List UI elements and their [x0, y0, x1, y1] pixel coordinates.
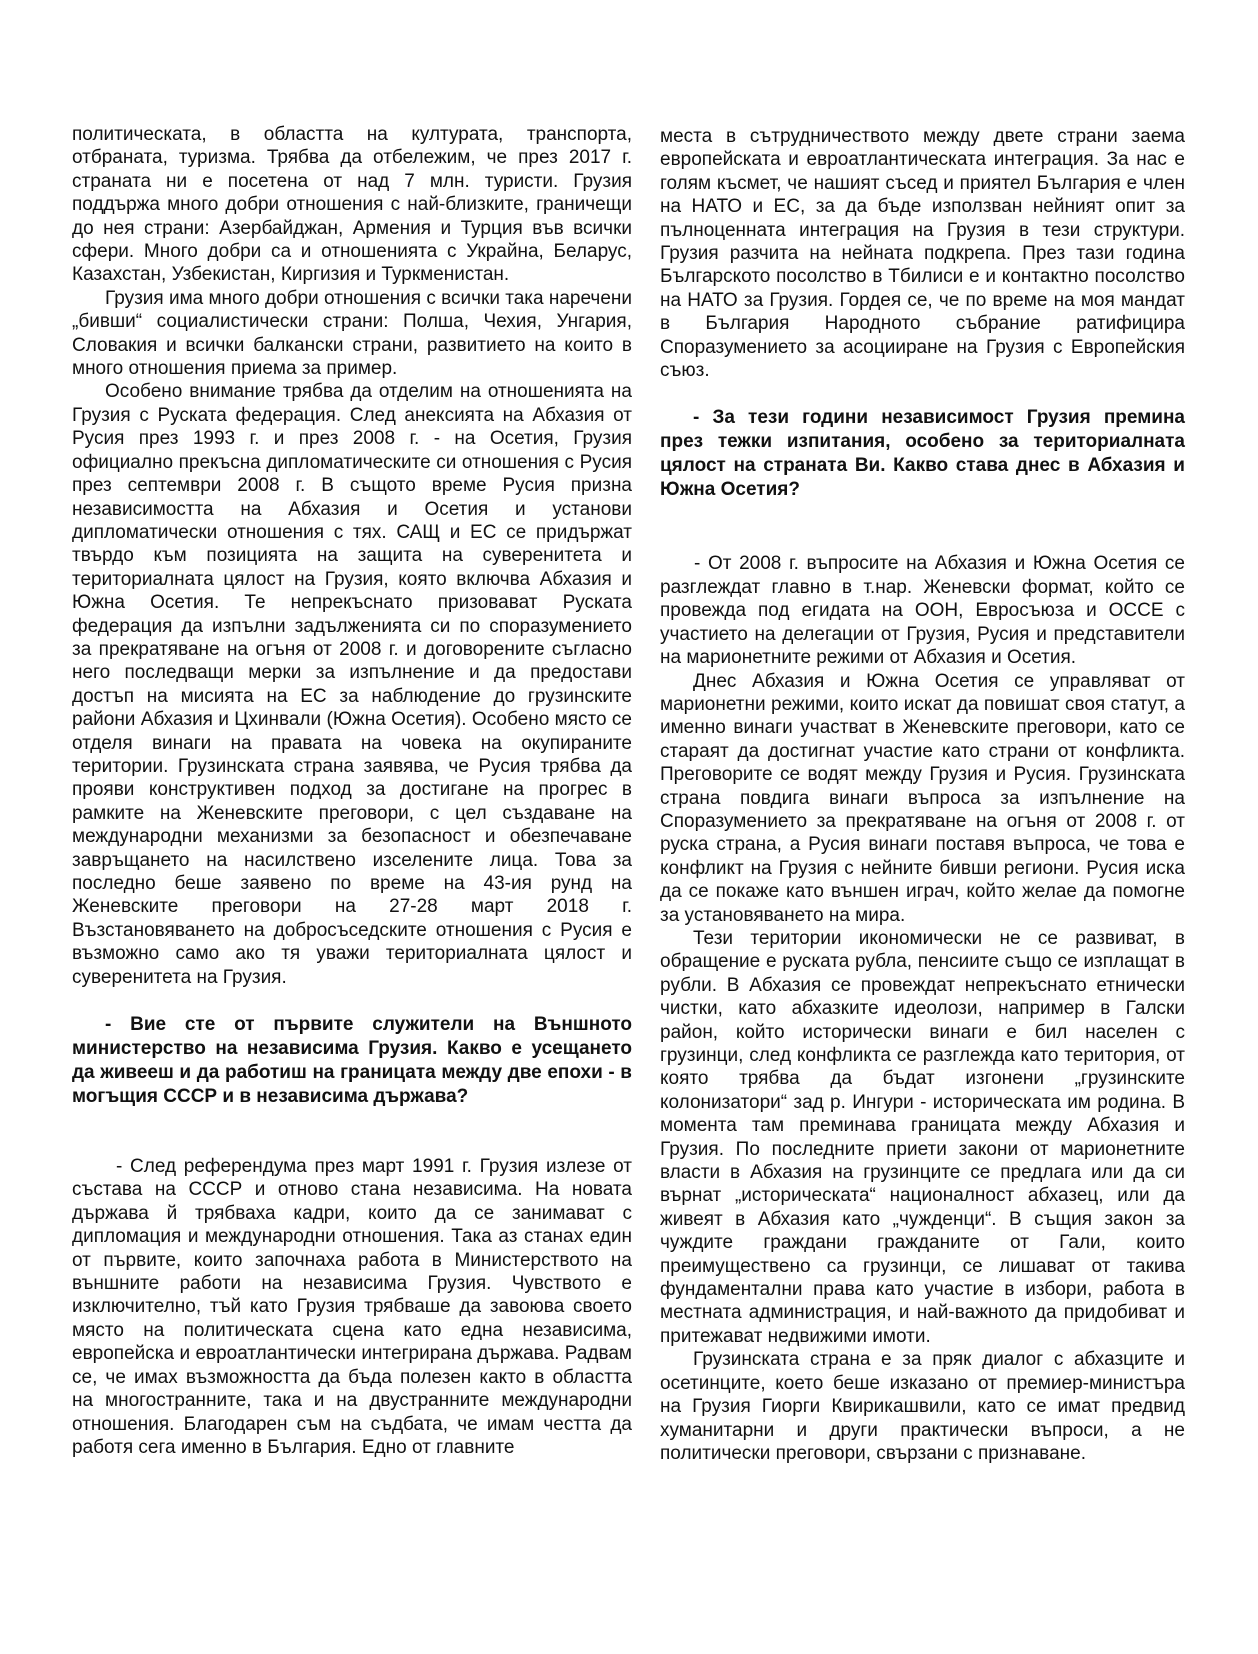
- interview-question-1: - Вие сте от първите служители на Външното министерство на независима Грузия. Какво е усещането да живееш и да работиш на границата между две епохи - в могъщия СССР и в независима държава?: [72, 1014, 632, 1108]
- left-paragraph-2: Грузия има много добри отношения с всички така наречени „бивши“ социалистически страни: Полша, Чехия, Унгария, Словакия и всички балкански страни, развитието на които в много отношения приема за пример.: [72, 287, 632, 380]
- interview-question-2: - За тези години независимост Грузия премина през тежки изпитания, особено за териториалната цялост на страната Ви. Какво става днес в Абхазия и Южна Осетия?: [660, 407, 1185, 501]
- right-paragraph-4: Тези територии икономически не се развиват, в обращение е руската рубла, пенсиите също се изплащат в рубли. В Абхазия се провеждат непрекъснато етнически чистки, като абхазките идеолози, например в Галски район, който исторически винаги е бил населен с грузинци, след конфликта се разглежда като територия, от която трябва да бъдат изгонени „грузинските колонизатори“ зад р. Ингури - историческата им родина. В момента там преминава границата между Абхазия и Грузия. По последните приети закони от марионетните власти в Абхазия на грузинците се предлага или да си върнат „историческата“ националност абхазец, или да живеят в Абхазия като „чужденци“. В същия закон за чуждите граждани гражданите от Гали, които преимуществено са грузинци, се лишават от такива фундаментални права като участие в избори, работа в местната администрация, и най-важното да придобиват и притежават недвижими имоти.: [660, 927, 1185, 1347]
- right-paragraph-1: места в сътрудничеството между двете страни заема европейската и евроатлантическата интеграция. За нас е голям късмет, че нашият съсед и приятел България е член на НАТО и ЕС, за да бъде използван нейният опит за пълноценната интеграция на Грузия в тези структури. Грузия разчита на нейната подкрепа. През тази година Българското посолство в Тбилиси е и контактно посолство на НАТО за Грузия. Гордея се, че по време на моя мандат в България Народното събрание ратифицира Споразумението за асоцииране на Грузия с Европейския съюз.: [660, 126, 1185, 382]
- right-answer-paragraph-1: - От 2008 г. въпросите на Абхазия и Южна Осетия се разглеждат главно в т.нар. Женевски формат, който се провежда под егидата на ООН, Евросъюза и ОССЕ с участието на делегации от Грузия, Русия и представители на марионетните режими от Абхазия и Осетия.: [660, 553, 1185, 669]
- left-paragraph-3: Особено внимание трябва да отделим на отношенията на Грузия с Руската федерация. След анексията на Абхазия от Русия през 1993 г. и през 2008 г. - на Осетия, Грузия официално прекъсна дипломатическите си отношения с Русия през септември 2008 г. В същото време Русия призна независимостта на Абхазия и Осетия и установи дипломатически отношения с тях. САЩ и ЕС се придържат твърдо към позицията на защита на суверенитета и териториалната цялост на Грузия, която включва Абхазия и Южна Осетия. Те непрекъснато призовават Руската федерация да изпълни задълженията си по споразумението за прекратяване на огъня от 2008 г. и договорените съгласно него последващи мерки за изпълнение и да предостави достъп на мисията на ЕС за наблюдение до грузинските райони Абхазия и Цхинвали (Южна Осетия). Особено място се отделя винаги на правата на човека на окупираните територии. Грузинската страна заявява, че Русия трябва да прояви конструктивен подход за достигане на прогрес в рамките на Женевските преговори, с цел създаване на международни механизми за безопасност и обезпечаване завръщането на насилствено изселените лица. Това за последно беше заявено по време на 43-ия рунд на Женевските преговори на 27-28 март 2018 г. Възстановяването на добросъседските отношения с Русия е възможно само ако тя уважи териториалната цялост и суверенитета на Грузия.: [72, 381, 632, 988]
- right-paragraph-5: Грузинската страна е за пряк диалог с абхазците и осетинците, което беше изказано от премиер-министъра на Грузия Гиорги Квирикашвили, като се имат предвид хуманитарни и други практически въпроси, а не политически преговори, свързани с признаване.: [660, 1349, 1185, 1464]
- left-answer-paragraph: - След референдума през март 1991 г. Грузия излезе от състава на СССР и отново стана независима. На новата държава й трябваха кадри, които да се занимават с дипломация и международни отношения. Така аз станах един от първите, които започнаха работа в Министерството на външните работи на независима Грузия. Чувството е изключително, тъй като Грузия трябваше да завоюва своето място на политическата сцена като една независима, европейска и евроатлантически интегрирана държава. Радвам се, че имах възможността да бъда полезен както в областта на многостранните, така и на двустранните международни отношения. Благодарен съм на съдбата, че имам честта да работя сега именно в България. Едно от главните: [72, 1156, 632, 1458]
- right-column: [660, 125, 1185, 1465]
- left-paragraph-1: политическата, в областта на културата, транспорта, отбраната, туризма. Трябва да отбележим, че през 2017 г. страната ни е посетена от над 7 млн. туристи. Грузия поддържа много добри отношения с най-близките, граничещи до нея страни: Азербайджан, Армения и Турция във всички сфери. Много добри са и отношенията с Украйна, Беларус, Казахстан, Узбекистан, Киргизия и Туркменистан.: [72, 124, 632, 286]
- left-column: [72, 123, 632, 1459]
- right-paragraph-3: Днес Абхазия и Южна Осетия се управляват от марионетни режими, които искат да повишат своя статут, а именно винаги участват в Женевските преговори, като се стараят да достигнат участие като страни от конфликта. Преговорите се водят между Грузия и Русия. Грузинската страна повдига винаги въпроса за изпълнение на Споразумението за прекратяване на огъня от 2008 г. от руска страна, а Русия винаги поставя въпроса, че това е конфликт на Грузия с нейните бивши региони. Русия иска да се покаже като външен играч, който желае да помогне за установяването на мира.: [660, 670, 1185, 926]
